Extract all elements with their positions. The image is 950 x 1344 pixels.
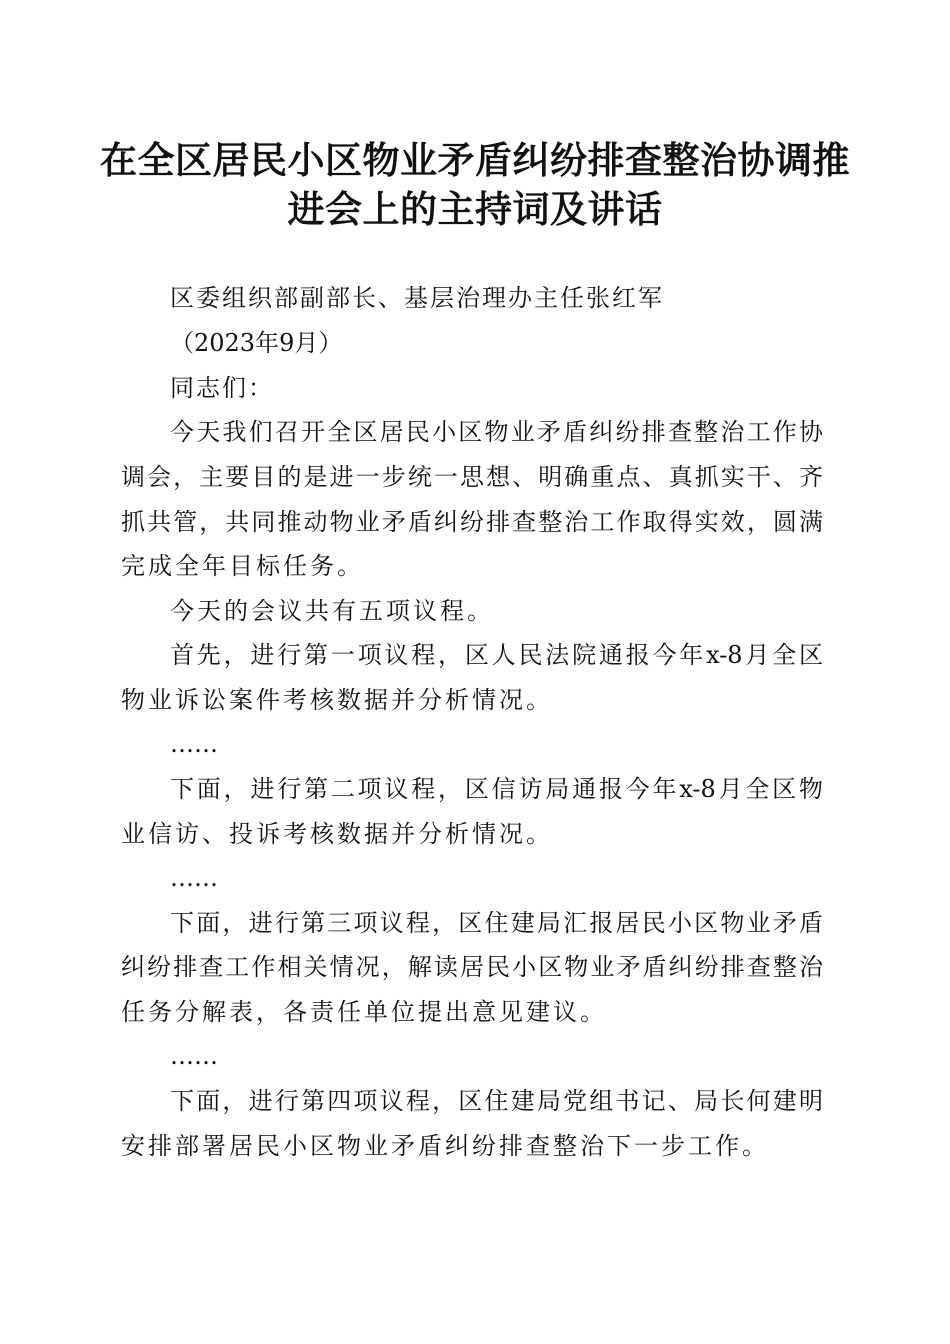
paragraph-1-line-2: 调会，主要目的是进一步统一思想、明确重点、真抓实干、齐 — [121, 463, 823, 491]
paragraph-4-line-2: 业信访、投诉考核数据并分析情况。 — [121, 820, 553, 848]
salutation: 同志们： — [170, 374, 274, 402]
document-title-line-1: 在全区居民小区物业矛盾纠纷排查整治协调推 — [100, 138, 850, 182]
paragraph-3-line-2: 物业诉讼案件考核数据并分析情况。 — [121, 686, 553, 714]
paragraph-2: 今天的会议共有五项议程。 — [170, 597, 494, 625]
paragraph-3-line-1: 首先，进行第一项议程，区人民法院通报今年x-8月全区 — [170, 641, 823, 669]
ellipsis-1: …… — [170, 730, 218, 758]
date-line: （2023年9月） — [170, 329, 343, 357]
speaker-line: 区委组织部副部长、基层治理办主任张红军 — [170, 284, 664, 312]
paragraph-1-line-4: 完成全年目标任务。 — [121, 552, 364, 580]
ellipsis-2: …… — [170, 864, 218, 892]
paragraph-4-line-1: 下面，进行第二项议程，区信访局通报今年x-8月全区物 — [170, 775, 823, 803]
paragraph-1-line-3: 抓共管，共同推动物业矛盾纠纷排查整治工作取得实效，圆满 — [121, 508, 823, 536]
paragraph-5-line-2: 纠纷排查工作相关情况，解读居民小区物业矛盾纠纷排查整治 — [121, 953, 823, 981]
paragraph-5-line-3: 任务分解表，各责任单位提出意见建议。 — [121, 998, 607, 1026]
paragraph-6-line-1: 下面，进行第四项议程，区住建局党组书记、局长何建明 — [170, 1087, 823, 1115]
ellipsis-3: …… — [170, 1042, 218, 1070]
paragraph-5-line-1: 下面，进行第三项议程，区住建局汇报居民小区物业矛盾 — [170, 909, 823, 937]
paragraph-6-line-2: 安排部署居民小区物业矛盾纠纷排查整治下一步工作。 — [121, 1132, 769, 1160]
paragraph-1-line-1: 今天我们召开全区居民小区物业矛盾纠纷排查整治工作协 — [170, 418, 823, 446]
document-title-line-2: 进会上的主持词及讲话 — [287, 187, 663, 231]
